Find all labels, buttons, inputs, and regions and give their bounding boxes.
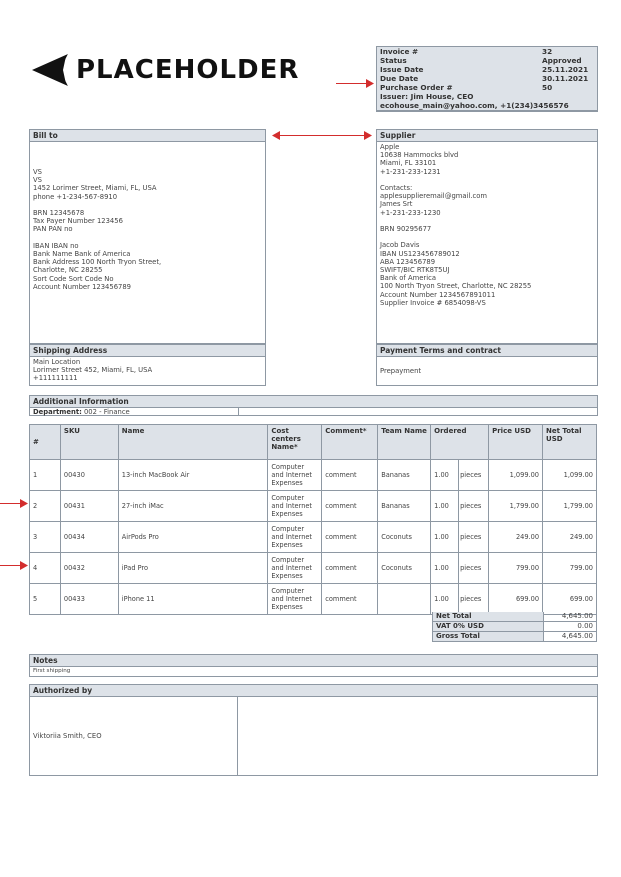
- cell-name: AirPods Pro: [118, 522, 268, 553]
- text-line: Lorimer Street 452, Miami, FL, USA: [33, 366, 153, 375]
- cell-qty: 1.00: [431, 491, 459, 522]
- total-value: 4,645.00: [544, 632, 597, 642]
- cell-num: 1: [30, 460, 61, 491]
- total-row: [432, 622, 597, 632]
- cell-net-total: 1,799.00: [543, 491, 597, 522]
- cell-unit: pieces: [459, 522, 489, 553]
- table-row: [30, 553, 597, 584]
- cell-team: [378, 584, 431, 615]
- total-label: VAT 0% USD: [432, 622, 544, 632]
- total-value: 0.00: [544, 622, 597, 632]
- cell-price: 1,799.00: [489, 491, 543, 522]
- text-line: VS: [33, 176, 42, 185]
- text-line: Tax Payer Number 123456: [33, 217, 123, 226]
- text-line: Sort Code Sort Code No: [33, 274, 114, 283]
- link-arrow: [278, 135, 366, 136]
- cell-net-total: 699.00: [543, 584, 597, 615]
- cell-num: 3: [30, 522, 61, 553]
- text-line: +1-231-233-1230: [380, 208, 441, 217]
- bill-to-box: [29, 129, 266, 344]
- cell-cost-center: Computer and Internet Expenses: [268, 522, 322, 553]
- total-label: Net Total: [432, 612, 544, 622]
- cell-cost-center: Computer and Internet Expenses: [268, 460, 322, 491]
- row-2-arrow: [0, 503, 22, 504]
- row-2-arrow-head-icon: [20, 499, 28, 508]
- text-line: IBAN IBAN no: [33, 241, 79, 250]
- cell-qty: 1.00: [431, 584, 459, 615]
- cell-price: 699.00: [489, 584, 543, 615]
- cell-sku: 00433: [60, 584, 118, 615]
- col-comment: Comment*: [322, 425, 378, 460]
- cell-team: Coconuts: [378, 553, 431, 584]
- cell-sku: 00430: [60, 460, 118, 491]
- meta-label: Due Date: [380, 74, 419, 83]
- cell-name: iPhone 11: [118, 584, 268, 615]
- total-label: Gross Total: [432, 632, 544, 642]
- meta-value: 25.11.2021: [542, 65, 589, 74]
- cell-team: Bananas: [378, 460, 431, 491]
- payment-terms-title: Payment Terms and contract: [377, 345, 597, 357]
- cell-net-total: 799.00: [543, 553, 597, 584]
- cell-unit: pieces: [459, 553, 489, 584]
- due-date-arrow: [336, 83, 370, 84]
- cell-qty: 1.00: [431, 522, 459, 553]
- text-line: [33, 201, 262, 209]
- authorized-box: [29, 684, 598, 776]
- cell-net-total: 249.00: [543, 522, 597, 553]
- col-price: Price USD: [489, 425, 543, 460]
- totals: [432, 612, 597, 642]
- cell-num: 4: [30, 553, 61, 584]
- issuer-contact: ecohouse_main@yahoo.com, +1(234)3456576: [377, 101, 597, 111]
- payment-terms-value: Prepayment: [380, 367, 422, 375]
- meta-label: Invoice #: [380, 47, 419, 56]
- text-line: VS: [33, 168, 42, 176]
- cell-unit: pieces: [459, 460, 489, 491]
- text-line: PAN PAN no: [33, 225, 73, 234]
- cell-name: 27-inch iMac: [118, 491, 268, 522]
- text-line: Supplier Invoice # 6854098-VS: [380, 298, 486, 307]
- invoice-meta-row: [377, 83, 597, 92]
- logo: [30, 50, 299, 90]
- cell-unit: pieces: [459, 584, 489, 615]
- supplier-title: Supplier: [377, 130, 597, 142]
- department-value: 002 - Finance: [83, 408, 130, 416]
- items-table: [29, 424, 597, 615]
- row-4-arrow-head-icon: [20, 561, 28, 570]
- additional-info: [29, 395, 598, 416]
- issuer-line: Issuer: Jim House, CEO: [377, 92, 597, 101]
- invoice-meta-row: [377, 65, 597, 74]
- text-line: [380, 176, 594, 184]
- total-row: [432, 612, 597, 622]
- meta-value: Approved: [542, 56, 582, 65]
- text-line: Contacts:: [380, 184, 413, 192]
- notes-value: First shipping: [33, 668, 71, 674]
- meta-label: Purchase Order #: [380, 83, 453, 92]
- invoice-meta-row: [377, 56, 597, 65]
- invoice-meta: [376, 46, 598, 112]
- table-row: [30, 491, 597, 522]
- text-line: Apple: [380, 143, 400, 151]
- col-name: Name: [118, 425, 268, 460]
- text-line: Bank of America: [380, 274, 436, 283]
- invoice-meta-row: [377, 74, 597, 83]
- text-line: Miami, FL 33101: [380, 159, 437, 168]
- cell-sku: 00431: [60, 491, 118, 522]
- cell-cost-center: Computer and Internet Expenses: [268, 584, 322, 615]
- text-line: Charlotte, NC 28255: [33, 266, 103, 275]
- meta-value: 30.11.2021: [542, 74, 589, 83]
- text-line: Account Number 123456789: [33, 282, 131, 291]
- notes-title: Notes: [30, 655, 597, 667]
- department-label: Department:: [33, 408, 82, 416]
- shipping-title: Shipping Address: [30, 345, 265, 357]
- text-line: 1452 Lorimer Street, Miami, FL, USA: [33, 184, 157, 193]
- table-row: [30, 460, 597, 491]
- col-team: Team Name: [378, 425, 431, 460]
- cell-price: 249.00: [489, 522, 543, 553]
- text-line: James Srt: [380, 200, 413, 209]
- arrow-right-icon: [364, 131, 372, 140]
- cell-num: 5: [30, 584, 61, 615]
- text-line: ABA 123456789: [380, 257, 436, 266]
- bill-to-title: Bill to: [30, 130, 265, 142]
- text-line: BRN 90295677: [380, 225, 432, 233]
- cell-sku: 00432: [60, 553, 118, 584]
- invoice-meta-row: [377, 47, 597, 56]
- text-line: BRN 12345678: [33, 209, 85, 217]
- authorized-signatory: Viktoriia Smith, CEO: [33, 732, 102, 740]
- text-line: [33, 234, 262, 242]
- text-line: 100 North Tryon Street, Charlotte, NC 28255: [380, 282, 532, 291]
- authorized-title: Authorized by: [30, 685, 597, 697]
- text-line: [380, 233, 594, 241]
- shipping-box: [29, 344, 266, 386]
- additional-info-title: Additional Information: [30, 396, 597, 408]
- cell-comment: comment: [322, 522, 378, 553]
- col-ordered: Ordered: [431, 425, 489, 460]
- text-line: IBAN US123456789012: [380, 249, 460, 258]
- meta-value: 32: [542, 47, 553, 56]
- notes-box: [29, 654, 598, 677]
- text-line: SWIFT/BIC RTK8T5UJ: [380, 266, 450, 274]
- text-line: Bank Name Bank of America: [33, 250, 131, 258]
- col-num: #: [30, 425, 61, 460]
- total-value: 4,645.00: [544, 612, 597, 622]
- row-4-arrow: [0, 565, 22, 566]
- text-line: Jacob Davis: [380, 241, 420, 250]
- text-line: [380, 217, 594, 225]
- text-line: 10638 Hammocks blvd: [380, 151, 459, 160]
- cell-qty: 1.00: [431, 553, 459, 584]
- table-row: [30, 584, 597, 615]
- payment-terms-box: [376, 344, 598, 386]
- text-line: applesupplieremail@gmail.com: [380, 192, 488, 201]
- col-net-total: Net Total USD: [543, 425, 597, 460]
- total-row: [432, 632, 597, 642]
- text-line: phone +1-234-567-8910: [33, 192, 118, 201]
- col-sku: SKU: [60, 425, 118, 460]
- cell-name: iPad Pro: [118, 553, 268, 584]
- text-line: Account Number 1234567891011: [380, 290, 496, 299]
- cell-comment: comment: [322, 584, 378, 615]
- text-line: +1-231-233-1231: [380, 167, 441, 176]
- col-cost-centers: Cost centers Name*: [268, 425, 322, 460]
- supplier-box: [376, 129, 598, 344]
- cell-cost-center: Computer and Internet Expenses: [268, 491, 322, 522]
- cell-team: Bananas: [378, 491, 431, 522]
- meta-value: 50: [542, 83, 553, 92]
- cell-comment: comment: [322, 491, 378, 522]
- arrow-left-icon: [272, 131, 280, 140]
- cell-unit: pieces: [459, 491, 489, 522]
- cell-comment: comment: [322, 460, 378, 491]
- cell-team: Coconuts: [378, 522, 431, 553]
- cell-cost-center: Computer and Internet Expenses: [268, 553, 322, 584]
- arrow-head-icon: [366, 79, 374, 88]
- meta-label: Status: [380, 56, 407, 65]
- table-row: [30, 522, 597, 553]
- cell-net-total: 1,099.00: [543, 460, 597, 491]
- logo-icon: [30, 52, 70, 88]
- logo-text: PLACEHOLDER: [76, 55, 300, 85]
- cell-price: 799.00: [489, 553, 543, 584]
- cell-qty: 1.00: [431, 460, 459, 491]
- cell-num: 2: [30, 491, 61, 522]
- cell-price: 1,099.00: [489, 460, 543, 491]
- cell-sku: 00434: [60, 522, 118, 553]
- meta-label: Issue Date: [380, 65, 424, 74]
- cell-comment: comment: [322, 553, 378, 584]
- text-line: Main Location: [33, 358, 81, 366]
- text-line: Bank Address 100 North Tryon Street,: [33, 258, 162, 267]
- text-line: +111111111: [33, 374, 78, 383]
- cell-name: 13-inch MacBook Air: [118, 460, 268, 491]
